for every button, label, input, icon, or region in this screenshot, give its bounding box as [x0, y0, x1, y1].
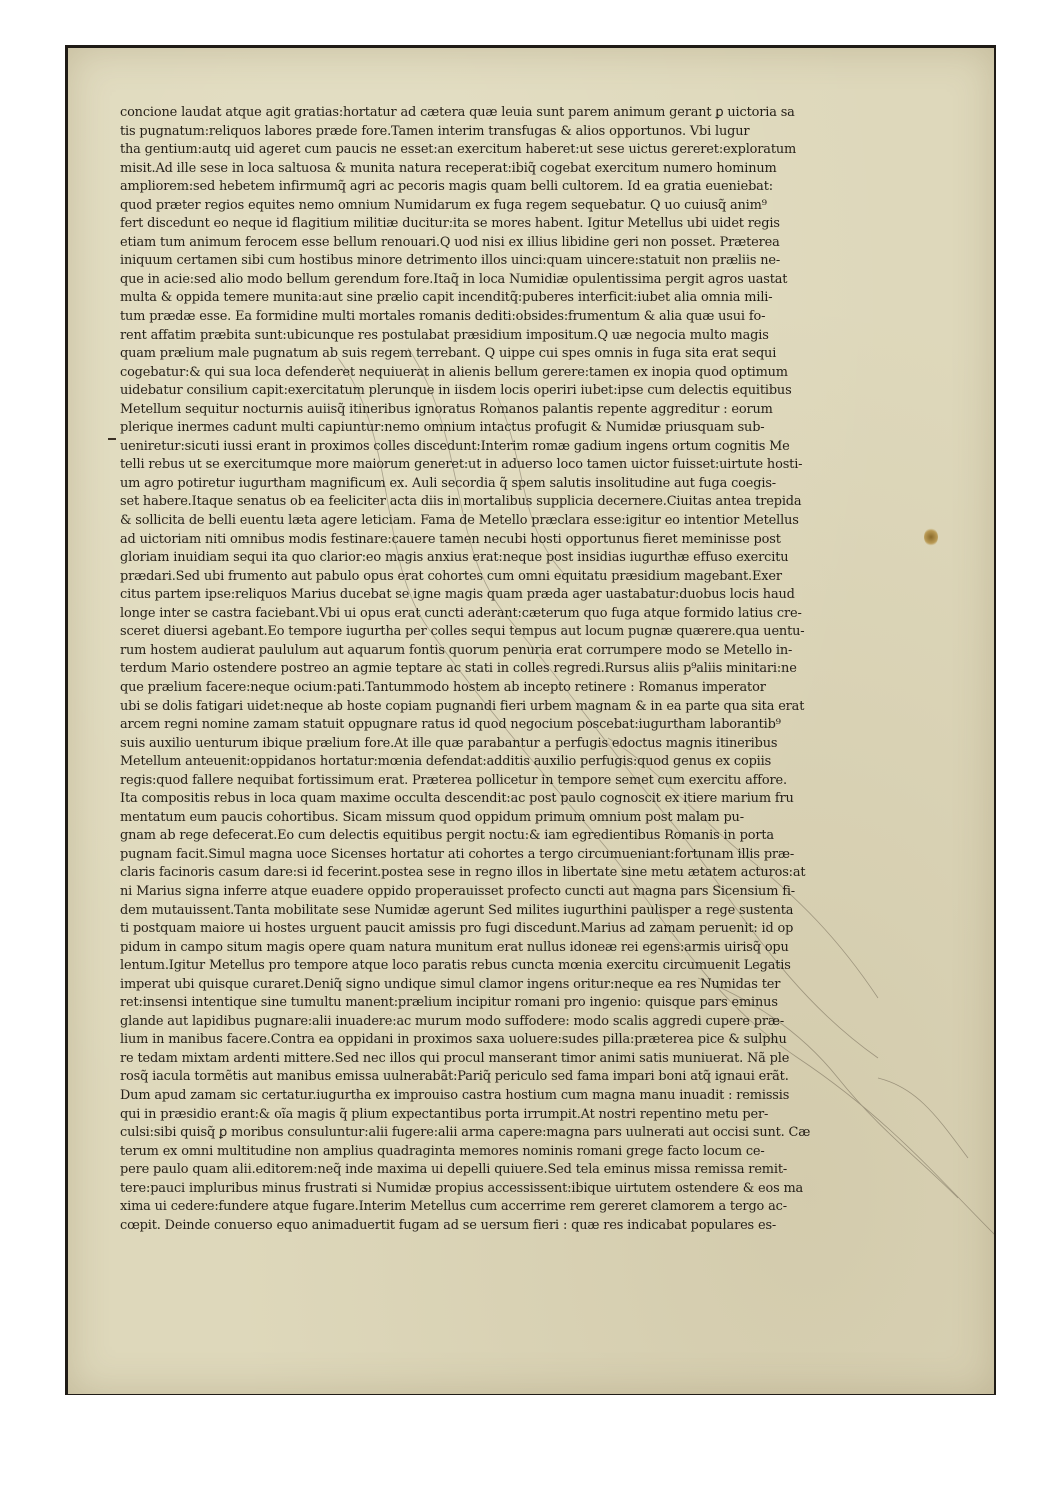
text-line: ret:insensi intentique sine tumultu manent:prælium incipitur romani pro ingenio: quisque pars eminus: [120, 995, 778, 1011]
text-line: quam prælium male pugnatum ab suis regem terrebant. Q uippe cui spes omnis in fuga sita erat sequi: [120, 346, 777, 362]
text-line: rosq̃ iacula tormẽtis aut manibus emissa uulnerabãt:Pariq̃ periculo sed fama impari boni atq̃ ignaui erãt.: [120, 1069, 789, 1085]
text-line: longe inter se castra faciebant.Vbi ui opus erat cuncti aderant:cæterum quo fuga atque formido latius cre-: [120, 605, 802, 621]
text-line: Metellum sequitur nocturnis auiisq̃ itineribus ignoratus Romanos palantis repente aggreditur : eorum: [120, 401, 773, 417]
text-line: rent affatim præbita sunt:ubicunque res postulabat præsidium impositum.Q uæ negocia multo magis: [120, 327, 769, 343]
text-line: pidum in campo situm magis opere quam natura munitum erat nullus idoneæ rei egens:armis uirisq̃ opu: [120, 939, 789, 955]
text-line: terum ex omni multitudine non amplius quadraginta memores nominis romani grege facto locum ce-: [120, 1143, 765, 1159]
text-line: terdum Mario ostendere postreo an agmie teptare ac stati in colles regredi.Rursus aliis p⁹aliis minitari:ne: [120, 661, 797, 677]
text-line: prædari.Sed ubi frumento aut pabulo opus erat cohortes cum omni equitatu præsidium magebant.Exer: [120, 568, 782, 584]
text-line: pere paulo quam alii.editorem:neq̃ inde maxima ui depelli quiuere.Sed tela eminus missa remissa remit-: [120, 1162, 788, 1178]
text-line: que in acie:sed alio modo bellum gerendum fore.Itaq̃ in loca Numidiæ opulentissima pergit agros uastat: [120, 271, 788, 287]
text-line: glande aut lapidibus pugnare:alii inuadere:ac murum modo suffodere: modo scalis aggredi cupere præ-: [120, 1013, 785, 1029]
text-line: qui in præsidio erant:& oĩa magis q̃ plium expectantibus porta irrumpit.At nostri repentino metu per-: [120, 1106, 769, 1122]
text-line: mentatum eum paucis cohortibus. Sicam missum quod oppidum primum omnium post malam pu-: [120, 809, 744, 825]
text-line: xima ui cedere:fundere atque fugare.Interim Metellus cum accerrime rem gereret clamorem a tergo ac-: [120, 1199, 787, 1215]
text-line: concione laudat atque agit gratias:hortatur ad cætera quæ leuia sunt parem animum gerant ꝑ uictoria sa: [120, 105, 795, 120]
text-line: dem mutauissent.Tanta mobilitate sese Numidæ agerunt Sed milites iugurthini paulisper a rege sustenta: [120, 902, 794, 918]
text-line: ubi se dolis fatigari uidet:neque ab hoste copiam pugnandi fieri urbem magnam & in ea parte qua sita erat: [120, 698, 805, 714]
text-line: & sollicita de belli euentu læta agere leticiam. Fama de Metello præclara esse:igitur eo intentior Metellus: [120, 513, 799, 529]
text-line: telli rebus ut se exercitumque more maiorum generet:ut in aduerso loco tamen uictor fuisset:uirtute hosti-: [120, 457, 803, 473]
text-line: Dum apud zamam sic certatur.iugurtha ex improuiso castra hostium cum magna manu inuadit : remissis: [120, 1087, 790, 1103]
text-line: ueniretur:sicuti iussi erant in proximos colles discedunt:Interim romæ gadium ingens ortum cognitis Me: [120, 438, 790, 454]
text-line: regis:quod fallere nequibat fortissimum erat. Præterea pollicetur in tempore semet cum exercitu affore.: [120, 772, 787, 788]
text-line: uidebatur consilium capit:exercitatum plerunque in iisdem locis operiri iubet:ipse cum delectis equitibus: [120, 383, 792, 399]
text-line: gnam ab rege defecerat.Eo cum delectis equitibus pergit noctu:& iam egredientibus Romanis in porta: [120, 828, 774, 844]
text-line: plerique inermes cadunt multi capiuntur:nemo omnium intactus profugit & Numidæ priusquam sub-: [120, 420, 765, 436]
text-line: suis auxilio uenturum ibique prælium fore.At ille quæ parabantur a perfugis edoctus magnis itineribus: [120, 735, 778, 751]
text-line: lium in manibus facere.Contra ea oppidani in proximos saxa uoluere:sudes pilla:præterea pice & sulphu: [120, 1032, 787, 1048]
text-line: cœpit. Deinde conuerso equo animaduertit fugam ad se uersum fieri : quæ res indicabat populares es-: [120, 1217, 777, 1233]
text-line: multa & oppida temere munita:aut sine prælio capit incenditq̃:puberes interficit:iubet alia omnia mili-: [120, 290, 773, 306]
text-line: ad uictoriam niti omnibus modis festinare:cauere tamen necubi hosti opportunus fieret meminisse post: [120, 531, 781, 547]
text-line: re tedam mixtam ardenti mittere.Sed nec illos qui procul manserant timor animi satis muniuerat. Nã ple: [120, 1050, 790, 1066]
text-line: iniquum certamen sibi cum hostibus minore detrimento illos uinci:quam uincere:statuit non præliis ne-: [120, 253, 781, 269]
manuscript-page: [68, 48, 994, 1394]
text-line: um agro potiretur iugurtham magnificum ex. Auli secordia q̃ spem salutis insolitudine aut fuga coegis-: [120, 475, 776, 491]
text-line: arcem regni nomine zamam statuit oppugnare ratus id quod negocium poscebat:iugurtham laborantib⁹: [120, 717, 781, 733]
text-line: ti postquam maiore ui hostes urguent paucit amissis pro fugi discedunt.Marius ad zamam peruenit: id op: [120, 921, 794, 937]
text-line: tis pugnatum:reliquos labores præde fore.Tamen interim transfugas & alios opportunos. Vbi lugur: [120, 123, 750, 139]
text-line: set habere.Itaque senatus ob ea feeliciter acta diis in mortalibus supplicia decernere.Ciuitas antea trepida: [120, 494, 802, 510]
text-line: fert discedunt eo neque id flagitium militiæ ducitur:ita se mores habent. Igitur Metellus ubi uidet regis: [120, 216, 780, 232]
text-line: rum hostem audierat paululum aut aquarum fontis quorum penuria erat corrumpere modo se Metello in-: [120, 642, 793, 658]
margin-mark: [108, 438, 116, 440]
text-line: citus partem ipse:reliquos Marius ducebat se igne magis quam præda ager uastabatur:duobus locis haud: [120, 587, 795, 603]
text-line: etiam tum animum ferocem esse bellum renouari.Q uod nisi ex illius libidine geri non posset. Præterea: [120, 234, 780, 250]
text-line: claris facinoris casum dare:si id fecerint.postea sese in regno illos in libertate sine metu ætatem acturos:at: [120, 865, 806, 881]
text-line: gloriam inuidiam sequi ita quo clarior:eo magis anxius erat:neque post insidias iugurthæ effuso exercitu: [120, 550, 789, 566]
text-line: tere:pauci impluribus minus frustrati si Numidæ propius accessissent:ibique uirtutem ostendere & eos ma: [120, 1180, 804, 1196]
text-line: pugnam facit.Simul magna uoce Sicenses hortatur ati cohortes a tergo circumueniant:fortunam illis præ-: [120, 846, 795, 862]
text-line: lentum.Igitur Metellus pro tempore atque loco paratis rebus cuncta mœnia exercitu circumuenit Legatis: [120, 958, 791, 974]
text-line: que prælium facere:neque ocium:pati.Tantummodo hostem ab incepto retinere : Romanus imperator: [120, 679, 766, 695]
text-line: ampliorem:sed hebetem infirmumq̃ agri ac pecoris magis quam belli cultorem. Id ea gratia eueniebat:: [120, 179, 773, 195]
text-line: sceret diuersi agebant.Eo tempore iugurtha per colles sequi tempus aut locum pugnæ quærere.qua uentu-: [120, 624, 805, 640]
text-line: culsi:sibi quisq̃ ꝑ moribus consuluntur:alii fugere:alii arma capere:magna pars uulnerati aut occisi sunt. Cæ: [120, 1125, 811, 1141]
text-body: [120, 104, 932, 1235]
text-line: cogebatur:& qui sua loca defenderet nequiuerat in alienis bellum gerere:tamen ex inopia quod optimum: [120, 364, 788, 380]
text-line: tum prædæ esse. Ea formidine multi mortales romanis dediti:obsides:frumentum & alia quæ usui fo-: [120, 309, 766, 325]
text-line: Ita compositis rebus in loca quam maxime occulta descendit:ac post paulo cognoscit ex itiere marium fru: [120, 791, 794, 807]
text-line: Metellum anteuenit:oppidanos hortatur:mœnia defendat:additis auxilio perfugis:quod genus ex copiis: [120, 754, 772, 770]
text-line: imperat ubi quisque curaret.Deniq̃ signo undique simul clamor ingens oritur:neque ea res Numidas ter: [120, 976, 781, 992]
text-line: quod præter regios equites nemo omnium Numidarum ex fuga regem sequebatur. Q uo cuiusq̃ anim⁹: [120, 197, 767, 213]
text-line: misit.Ad ille sese in loca saltuosa & munita natura receperat:ibiq̃ cogebat exercitum numero hominum: [120, 160, 777, 176]
text-line: ni Marius signa inferre atque euadere oppido properauisset profecto cuncti aut magna pars Sicensium fi-: [120, 883, 796, 899]
text-line: tha gentium:autq uid ageret cum paucis ne esset:an exercitum haberet:ut sese uictus gereret:exploratum: [120, 142, 797, 158]
